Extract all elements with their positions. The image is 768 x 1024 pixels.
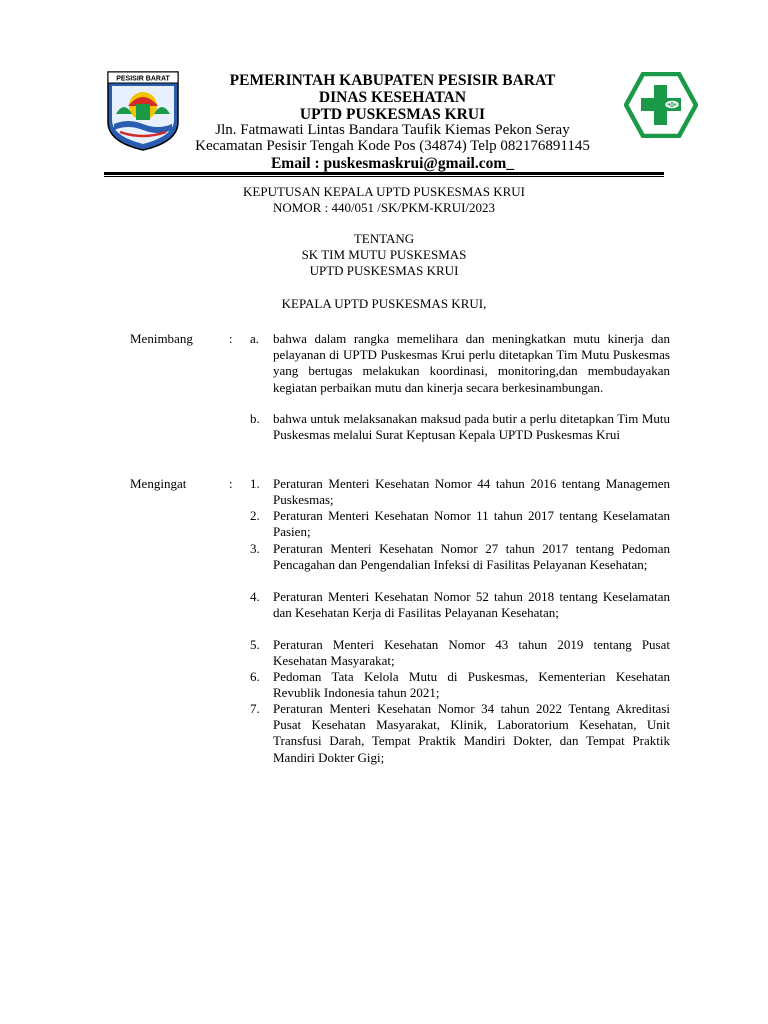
list-item: bahwa untuk melaksanakan maksud pada butir a perlu ditetapkan Tim Mutu Puskesmas melalui Surat Keptusan Kepala UPTD Puskesmas Krui [273,411,670,443]
mengingat-label: Mengingat [130,476,187,491]
header-email: Email : puskesmaskrui@gmail.com_ [270,155,515,172]
list-item: bahwa dalam rangka memelihara dan meningkatkan mutu kinerja dan pelayanan di UPTD Puskesmas Krui perlu ditetapkan Tim Mutu Puskesmas yang bertugas melakukan koordinasi, monitoring,dan membudayakan kegiatan perbaikan mutu dan kinerja secara berkesinambungan. [273,331,670,395]
list-marker: 7. [250,701,260,716]
decree-title: KEPUTUSAN KEPALA UPTD PUSKESMAS KRUI [243,184,525,199]
svg-text:PESISIR BARAT: PESISIR BARAT [116,75,170,83]
header-government: PEMERINTAH KABUPATEN PESISIR BARAT [229,72,556,89]
list-marker: 2. [250,508,260,523]
list-item: Peraturan Menteri Kesehatan Nomor 44 tahun 2016 tentang Managemen Puskesmas; [273,476,670,508]
list-marker: a. [250,331,260,346]
decree-number: NOMOR : 440/051 /SK/PKM-KRUI/2023 [272,200,496,215]
list-marker: 6. [250,669,260,684]
list-marker: 5. [250,637,260,652]
list-marker: 1. [250,476,260,491]
list-item: Peraturan Menteri Kesehatan Nomor 27 tahun 2017 tentang Pedoman Pencagahan dan Pengendalian Infeksi di Fasilitas Pelayanan Kesehatan; [273,541,670,573]
mengingat-colon: : [229,476,233,491]
list-item: Peraturan Menteri Kesehatan Nomor 43 tahun 2019 tentang Pusat Kesehatan Masyarakat; [273,637,670,669]
list-marker: b. [250,411,260,426]
header-divider [104,172,664,175]
puskesmas-logo [624,72,698,138]
list-marker: 3. [250,541,260,556]
header-unit: UPTD PUSKESMAS KRUI [299,106,486,123]
list-item: Pedoman Tata Kelola Mutu di Puskesmas, Kementerian Kesehatan Revublik Indonesia tahun 2021; [273,669,670,701]
tentang-heading: TENTANG [353,231,415,246]
kepala-heading: KEPALA UPTD PUSKESMAS KRUI, [281,296,487,311]
menimbang-label: Menimbang [130,331,193,346]
list-item: Peraturan Menteri Kesehatan Nomor 11 tahun 2017 tentang Keselamatan Pasien; [273,508,670,540]
list-marker: 4. [250,589,260,604]
menimbang-colon: : [229,331,233,346]
list-item: Peraturan Menteri Kesehatan Nomor 34 tahun 2022 Tentang Akreditasi Pusat Kesehatan Masyarakat, Klinik, Laboratorium Kesehatan, Unit Transfusi Darah, Tempat Praktik Mandiri Dokter, dan Tempat Praktik Mandiri Dokter Gigi; [273,701,670,765]
header-divider-thin [104,176,664,177]
list-item: Peraturan Menteri Kesehatan Nomor 52 tahun 2018 tentang Keselamatan dan Kesehatan Kerja di Fasilitas Pelayanan Kesehatan; [273,589,670,621]
subject-line-2: UPTD PUSKESMAS KRUI [309,263,459,278]
header-address: Jln. Fatmawati Lintas Bandara Taufik Kiemas Pekon Seray [215,122,570,138]
subject-line-1: SK TIM MUTU PUSKESMAS [301,247,467,262]
header-department: DINAS KESEHATAN [318,89,467,106]
header-district-phone: Kecamatan Pesisir Tengah Kode Pos (34874) Telp 082176891145 [195,138,590,154]
